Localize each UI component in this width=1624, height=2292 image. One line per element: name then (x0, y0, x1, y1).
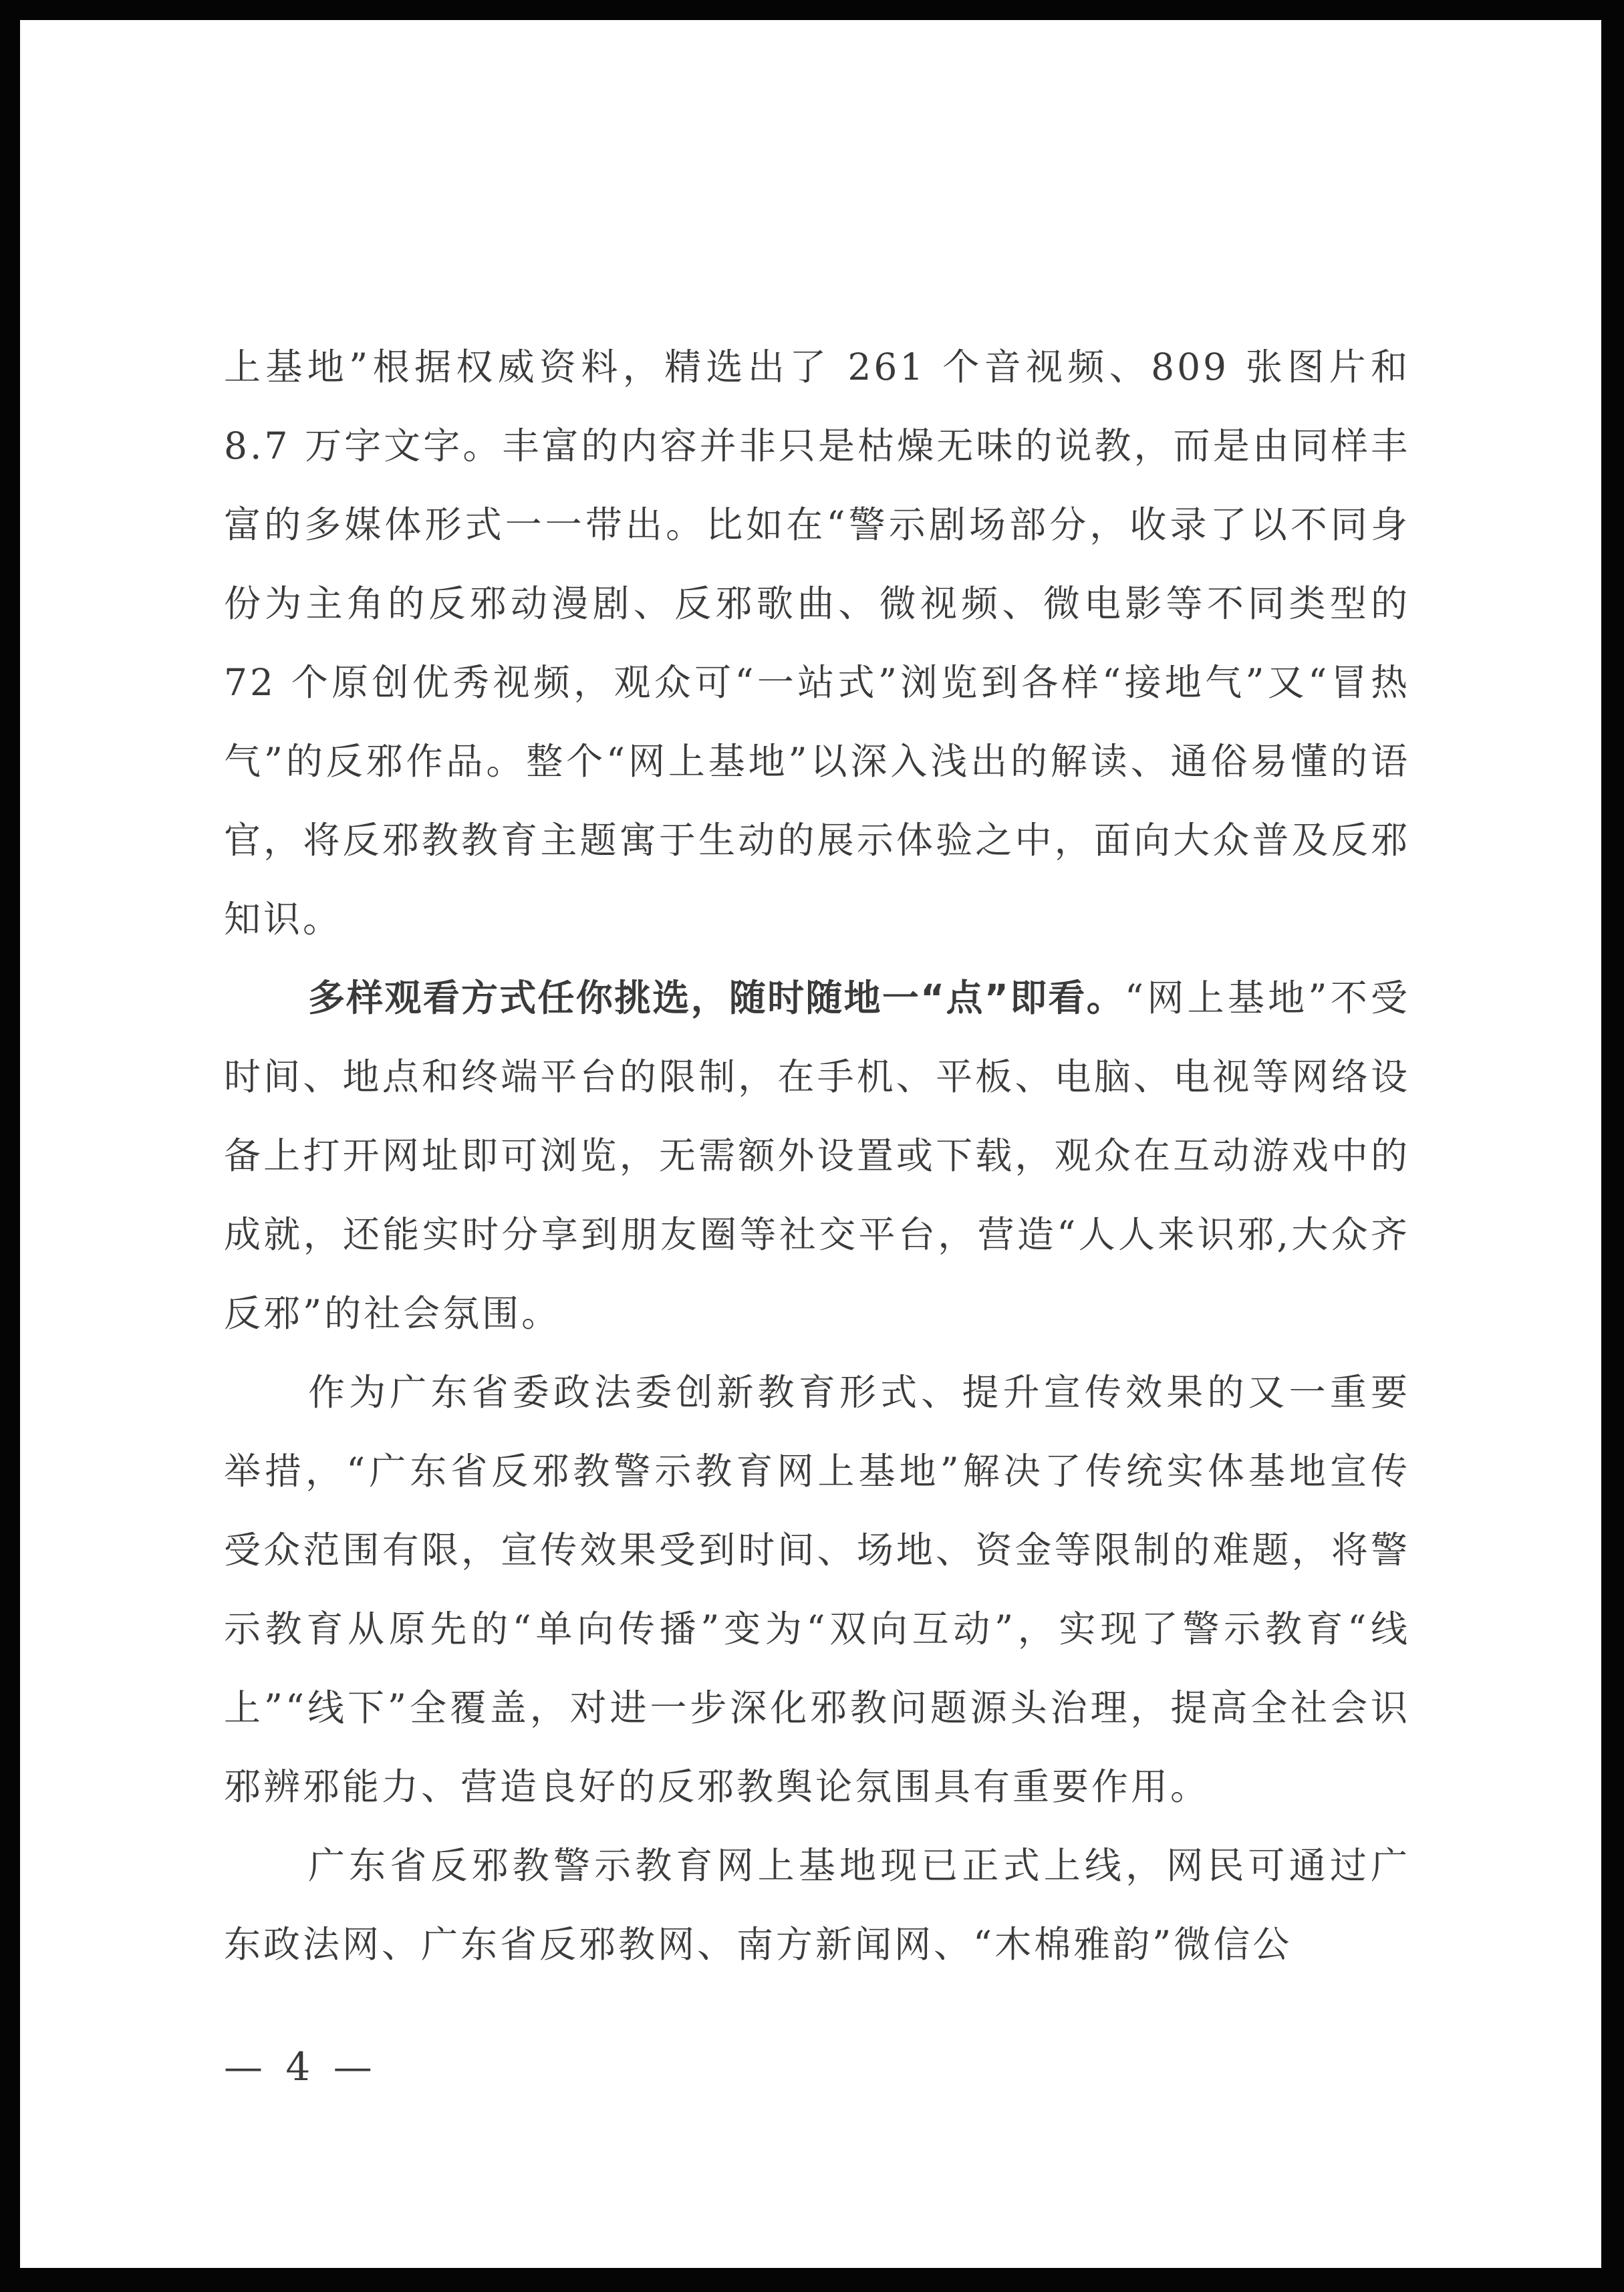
paragraph-3: 作为广东省委政法委创新教育形式、提升宣传效果的又一重要举措，“广东省反邪教警示教育网上基地”解决了传统实体基地宣传受众范围有限，宣传效果受到时间、场地、资金等限制的难题，将警示教育从原先的“单向传播”变为“双向互动”，实现了警示教育“线上”“线下”全覆盖，对进一步深化邪教问题源头治理，提高全社会识邪辨邪能力、营造良好的反邪教舆论氛围具有重要作用。 (224, 1371, 1410, 1808)
document-page (224, 328, 1410, 1984)
paragraph-2 (224, 959, 1410, 1353)
page-number: — 4 — (224, 2044, 378, 2089)
paragraph-2-lead: 多样观看方式任你挑选，随时随地一“点”即看。 (308, 977, 1125, 1019)
paragraph-1: 上基地”根据权威资料，精选出了 261 个音视频、809 张图片和 8.7 万字文字。丰富的内容并非只是枯燥无味的说教，而是由同样丰富的多媒体形式一一带出。比如在“警示剧场部分，收录了以不同身份为主角的反邪动漫剧、反邪歌曲、微视频、微电影等不同类型的 72 个原创优秀视频，观众可“一站式”浏览到各样“接地气”又“冒热气”的反邪作品。整个“网上基地”以深入浅出的解读、通俗易懂的语官，将反邪教教育主题寓于生动的展示体验之中，面向大众普及反邪知识。 (224, 346, 1410, 940)
paragraph-2-body: “网上基地”不受时间、地点和终端平台的限制，在手机、平板、电脑、电视等网络设备上打开网址即可浏览，无需额外设置或下载，观众在互动游戏中的成就，还能实时分享到朋友圈等社交平台，营造“人人来识邪,大众齐反邪”的社会氛围。 (224, 977, 1410, 1335)
paragraph-4: 广东省反邪教警示教育网上基地现已正式上线，网民可通过广东政法网、广东省反邪教网、南方新闻网、“木棉雅韵”微信公 (224, 1844, 1410, 1966)
